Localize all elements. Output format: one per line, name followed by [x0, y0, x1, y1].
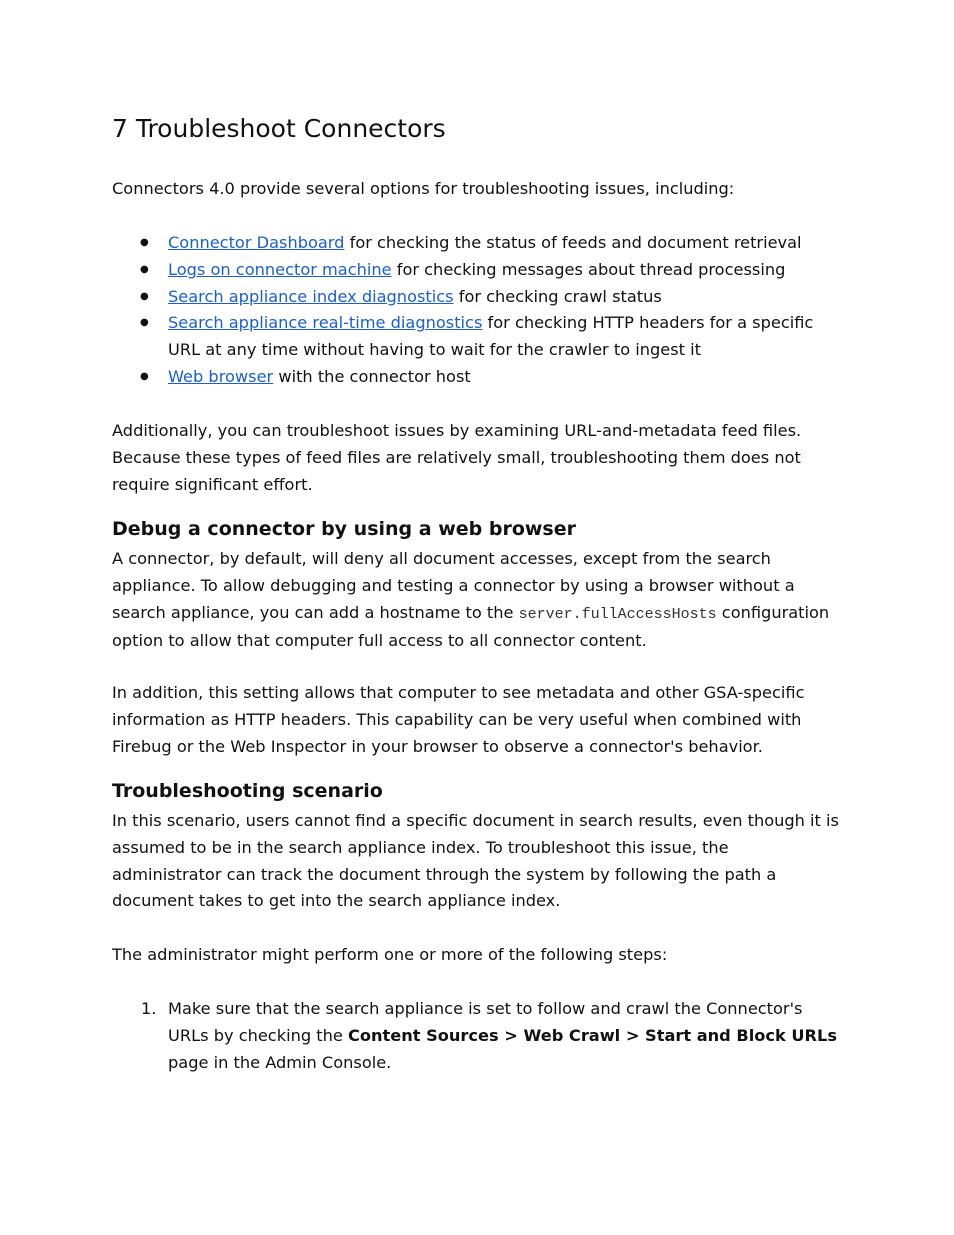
scenario-section — [112, 778, 842, 804]
list-item-text: for checking HTTP headers for a specific URL at any time without having to wait for the crawler to ingest it — [168, 313, 814, 360]
admin-console-path: Content Sources > Web Crawl > Start and Block URLs — [347, 1025, 837, 1045]
options-list-wrap — [112, 230, 842, 391]
debug-text-1 — [112, 546, 842, 655]
list-item-text: for checking the status of feeds and document retrieval — [344, 233, 802, 252]
scenario-heading: Troubleshooting scenario — [112, 780, 383, 802]
intro-text: Connectors 4.0 provide several options for troubleshooting issues, including: — [112, 179, 735, 198]
realtime-diagnostics-link[interactable]: Search appliance real-time diagnostics — [168, 313, 483, 333]
intro-paragraph — [112, 176, 842, 203]
options-list — [112, 230, 842, 391]
index-diagnostics-link[interactable]: Search appliance index diagnostics — [168, 286, 454, 306]
debug-heading: Debug a connector by using a web browser — [112, 518, 576, 540]
scenario-paragraph-2 — [112, 942, 842, 969]
logs-link[interactable]: Logs on connector machine — [168, 259, 392, 279]
debug-text-after: configuration option to allow that computer full access to all connector content. — [112, 602, 830, 651]
list-item — [112, 257, 842, 284]
debug-paragraph-2 — [112, 680, 842, 760]
debug-paragraph-1 — [112, 546, 842, 655]
step-text-before: Make sure that the search appliance is set to follow and crawl the Connector's URLs by checking the — [168, 999, 803, 1045]
steps-list-wrap — [112, 996, 842, 1076]
list-item — [112, 230, 842, 257]
page-title: 7 Troubleshoot Connectors — [112, 114, 446, 143]
debug-text-before: A connector, by default, will deny all document accesses, except from the search appliance. To allow debugging and testing a connector by using a browser without a search appliance, you can add a hostname to the — [112, 549, 795, 622]
list-item-text: for checking crawl status — [453, 286, 662, 306]
additionally-text: Additionally, you can troubleshoot issues by examining URL-and-metadata feed files. Because these types of feed files are relatively small, troubleshooting them does not require significant effort. — [112, 421, 802, 494]
web-browser-link[interactable]: Web browser — [168, 366, 274, 386]
list-item-text: for checking messages about thread processing — [391, 259, 786, 279]
list-item — [112, 364, 842, 391]
scenario-text-1: In this scenario, users cannot find a specific document in search results, even though it is assumed to be in the search appliance index. To troubleshoot this issue, the administrator can track the document through the system by following the path a document takes to get into the search appliance index. — [112, 811, 839, 911]
scenario-paragraph-1 — [112, 808, 842, 915]
steps-list — [112, 996, 842, 1076]
scenario-text-2: The administrator might perform one or more of the following steps: — [112, 945, 668, 964]
config-option-code: server.fullAccessHosts — [518, 605, 717, 623]
debug-text-2: In addition, this setting allows that computer to see metadata and other GSA-specific information as HTTP headers. This capability can be very useful when combined with Firebug or the Web Inspector in your browser to observe a connector's behavior. — [112, 683, 805, 756]
connector-dashboard-link[interactable]: Connector Dashboard — [168, 233, 345, 252]
list-item — [112, 284, 842, 311]
step-text-after: page in the Admin Console. — [168, 1052, 392, 1072]
list-item-text: with the connector host — [273, 366, 471, 386]
debug-section — [112, 516, 842, 542]
list-item — [112, 996, 842, 1076]
list-item — [112, 310, 842, 364]
step-number: 1. — [141, 999, 157, 1018]
additionally-paragraph — [112, 418, 842, 498]
